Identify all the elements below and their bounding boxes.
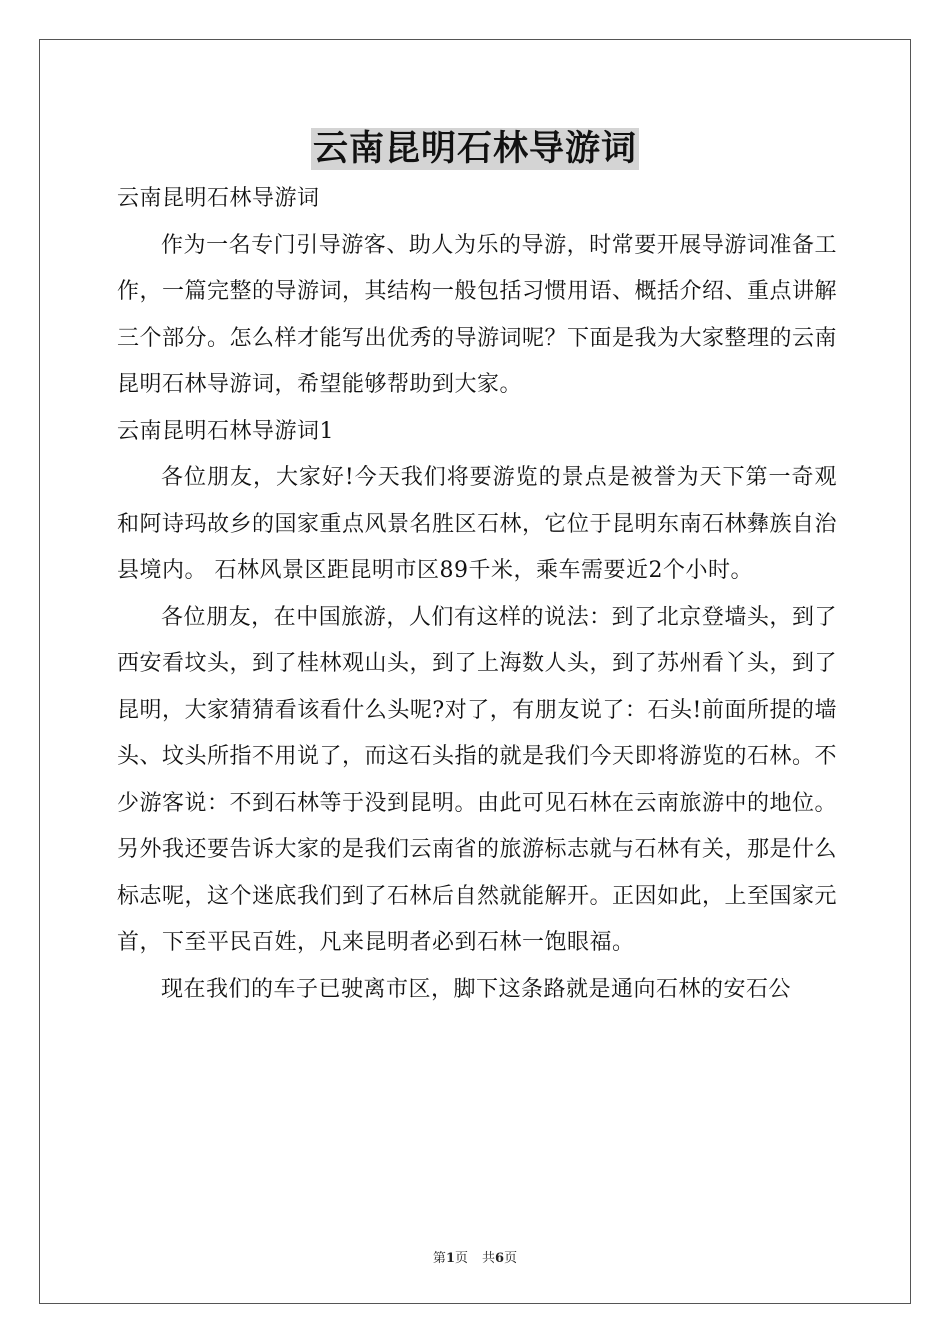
body-paragraph: 各位朋友，在中国旅游，人们有这样的说法：到了北京登墙头，到了西安看坟头，到了桂林观山头，到了上海数人头，到了苏州看丫头，到了昆明，大家猜猜看该看什么头呢?对了，有朋友说了：石头!前面所提的墙头、坟头所指不用说了，而这石头指的就是我们今天即将游览的石林。不少游客说：不到石林等于没到昆明。由此可见石林在云南旅游中的地位。另外我还要告诉大家的是我们云南省的旅游标志就与石林有关，那是什么标志呢，这个迷底我们到了石林后自然就能解开。正因如此，上至国家元首，下至平民百姓，凡来昆明者必到石林一饱眼福。: [117, 604, 838, 955]
document-body: [117, 176, 837, 1013]
page-number-prefix: 第: [432, 1251, 446, 1266]
document-title: 云南昆明石林导游词: [312, 128, 637, 169]
section-heading: 云南昆明石林导游词1: [117, 418, 334, 444]
total-pages: 6: [495, 1251, 505, 1266]
document-subtitle: 云南昆明石林导游词: [117, 186, 320, 211]
document-title-block: [0, 128, 950, 170]
total-pages-suffix: 页: [504, 1251, 518, 1266]
page-number: 1: [445, 1251, 455, 1266]
page-footer: [0, 1247, 950, 1266]
total-pages-prefix: 共: [482, 1251, 496, 1266]
body-paragraph: 各位朋友，大家好!今天我们将要游览的景点是被誉为天下第一奇观和阿诗玛故乡的国家重点风景名胜区石林，它位于昆明东南石林彝族自治县境内。 石林风景区距昆明市区89千米，乘车需要近2个小时。: [117, 465, 838, 583]
intro-paragraph: 作为一名专门引导游客、助人为乐的导游，时常要开展导游词准备工作，一篇完整的导游词，其结构一般包括习惯用语、概括介绍、重点讲解三个部分。怎么样才能写出优秀的导游词呢？下面是我为大家整理的云南昆明石林导游词，希望能够帮助到大家。: [117, 232, 838, 397]
page-number-suffix: 页: [454, 1251, 468, 1266]
body-paragraph: 现在我们的车子已驶离市区，脚下这条路就是通向石林的安石公: [161, 976, 792, 1002]
